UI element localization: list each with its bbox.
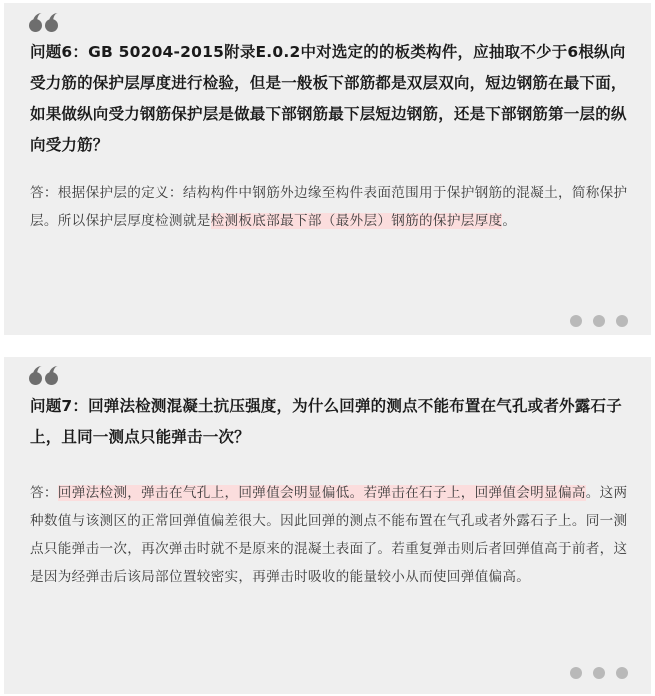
- quote-mark-icon: [29, 366, 61, 388]
- answer-plain: 答：根据保护层的定义：结构构件中钢筋外边缘至构件表面范围用于保护钢筋的混凝土，简称保护层。所以保护层厚度检测就是: [30, 185, 628, 229]
- quote-mark-icon: [29, 13, 61, 35]
- answer-text: [30, 179, 630, 235]
- dot: [616, 315, 628, 327]
- answer-text: [30, 479, 630, 591]
- qa-card-7: [4, 357, 651, 694]
- dot: [616, 667, 628, 679]
- dot: [593, 667, 605, 679]
- dot: [570, 315, 582, 327]
- answer-plain: 。: [502, 213, 517, 229]
- question-text: 问题7：回弹法检测混凝土抗压强度，为什么回弹的测点不能布置在气孔或者外露石子上，且同一测点只能弹击一次？: [30, 397, 622, 446]
- pagination-dots-icon: [570, 667, 628, 679]
- dot: [570, 667, 582, 679]
- qa-card-6: [4, 3, 651, 335]
- question-text: 问题6：GB 50204-2015附录E.0.2中对选定的的板类构件，应抽取不少于6根纵向受力筋的保护层厚度进行检验，但是一般板下部筋都是双层双向，短边钢筋在最下面，如果做纵向受力钢筋保护层是做最下部钢筋最下层短边钢筋，还是下部钢筋第一层的纵向受力筋？: [30, 43, 627, 154]
- answer-highlight: 检测板底部最下部（最外层）钢筋的保护层厚度: [210, 213, 503, 229]
- answer-highlight: 回弹法检测，弹击在气孔上，回弹值会明显偏低。若弹击在石子上，回弹值会明显偏高: [57, 485, 586, 501]
- pagination-dots-icon: [570, 315, 628, 327]
- dot: [593, 315, 605, 327]
- answer-plain: 。这两种数值与该测区的正常回弹值偏差很大。因此回弹的测点不能布置在气孔或者外露石子上。同一测点只能弹击一次，再次弹击时就不是原来的混凝土表面了。若重复弹击则后者回弹值高于前者，这是因为经弹击后该局部位置较密实，再弹击时吸收的能量较小从而使回弹值偏高。: [30, 485, 628, 585]
- answer-plain: 答：: [30, 485, 58, 501]
